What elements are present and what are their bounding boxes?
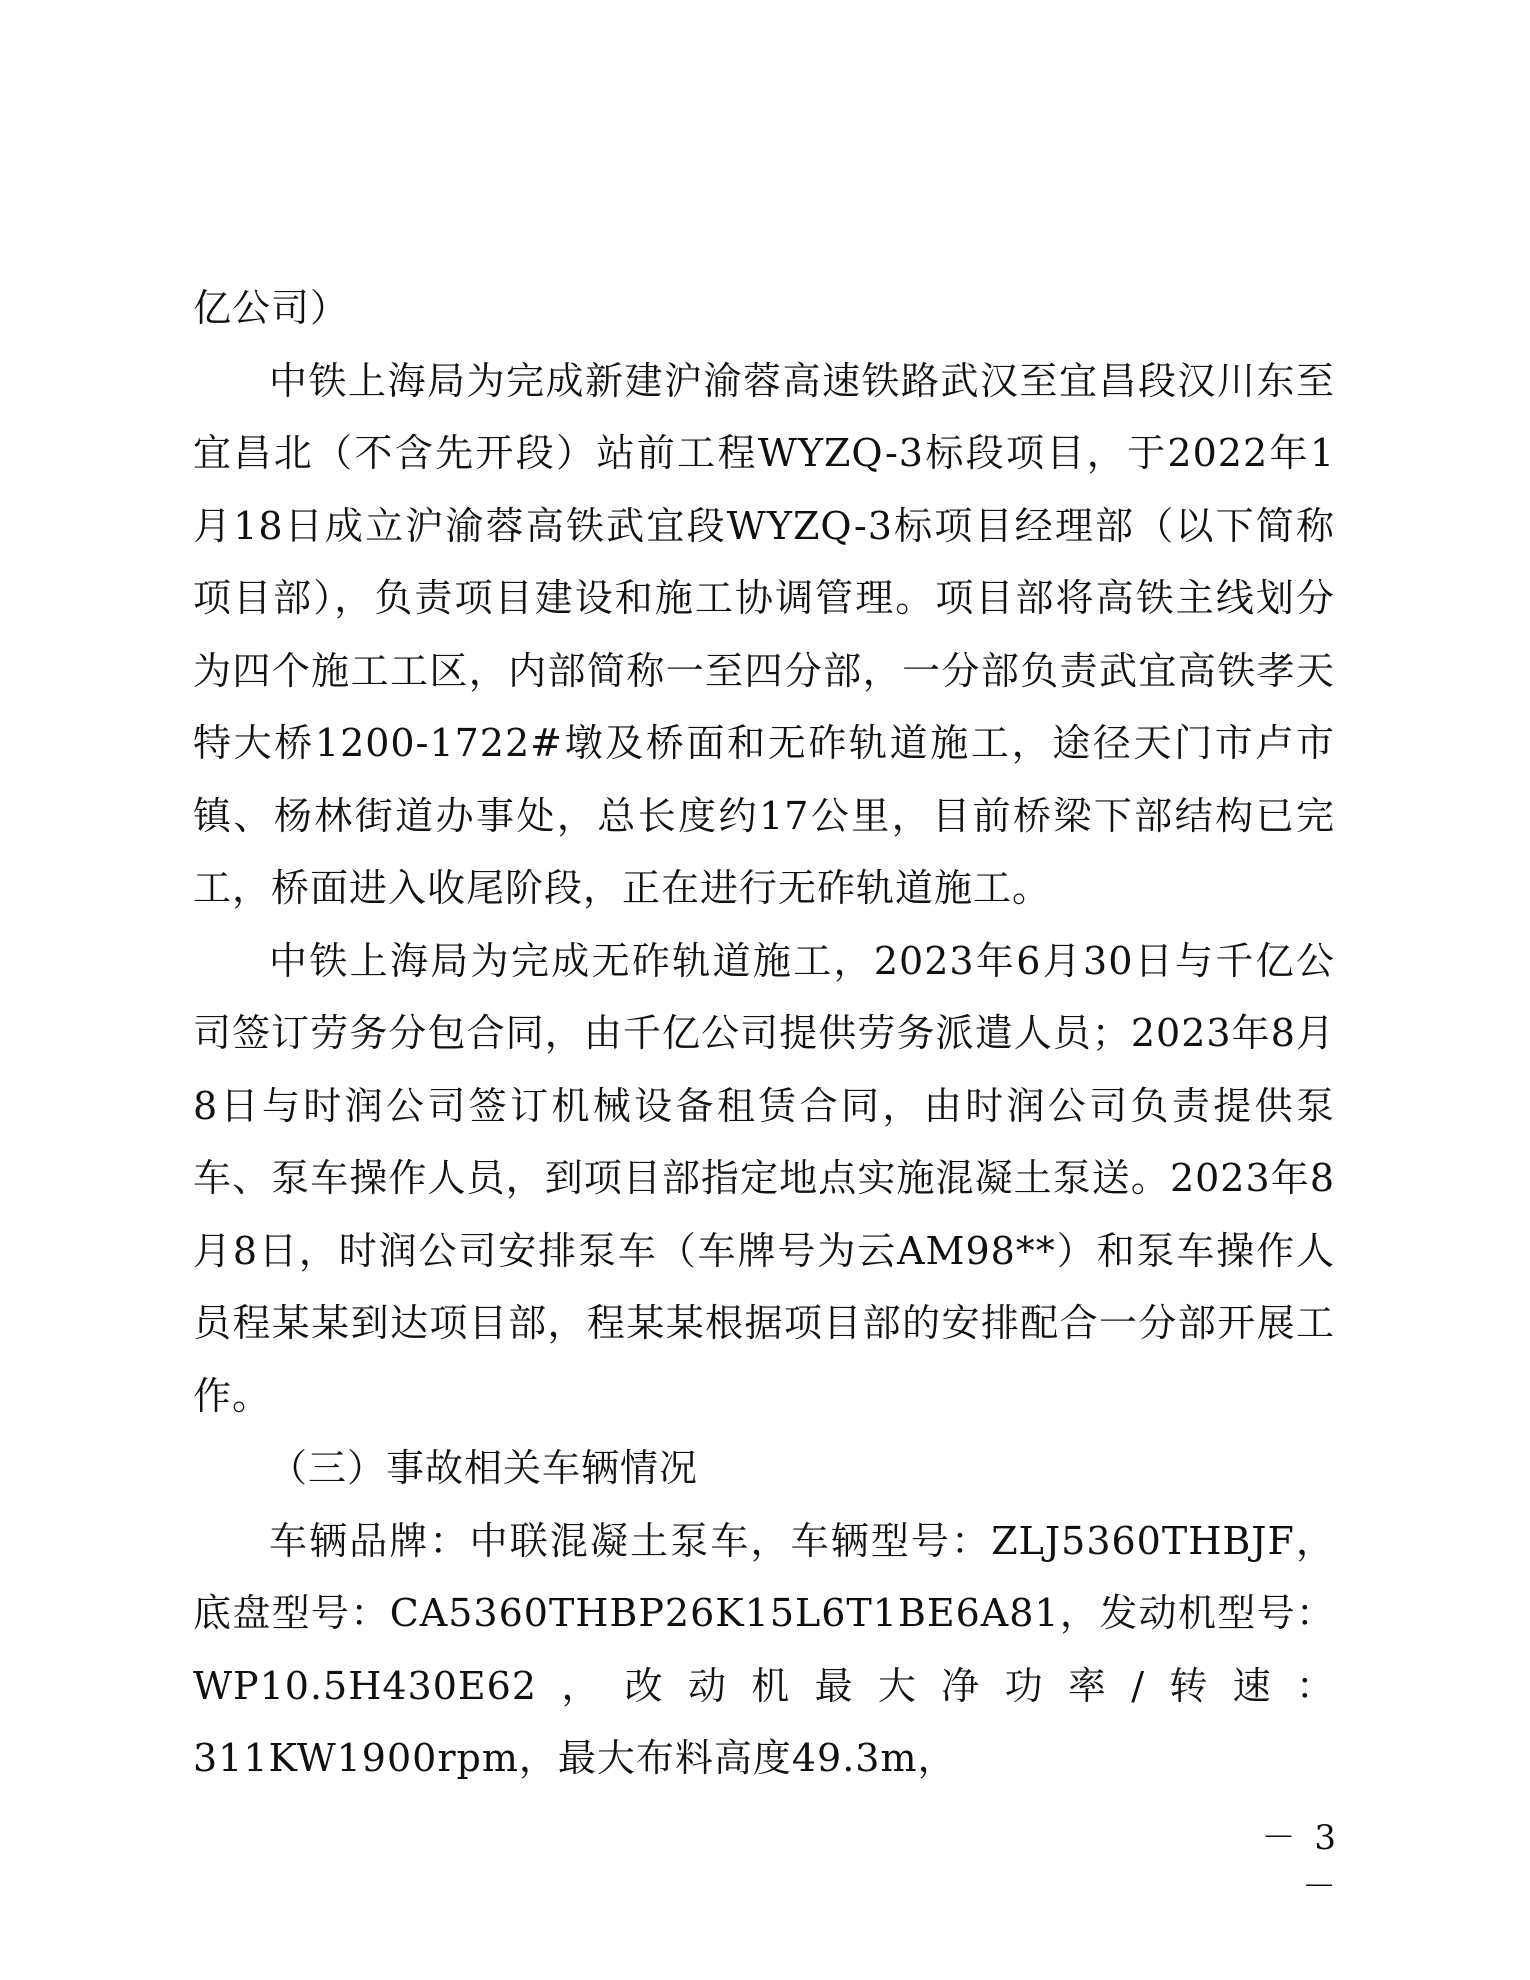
paragraph-contracts: 中铁上海局为完成无砟轨道施工，2023年6月30日与千亿公司签订劳务分包合同，由千亿公司提供劳务派遣人员；2023年8月8日与时润公司签订机械设备租赁合同，由时润公司负责提供泵车、泵车操作人员，到项目部指定地点实施混凝土泵送。2023年8月8日，时润公司安排泵车（车牌号为云AM98**）和泵车操作人员程某某到达项目部，程某某根据项目部的安排配合一分部开展工作。 bbox=[193, 938, 1335, 1418]
paragraph-continuation: 亿公司） bbox=[193, 286, 350, 330]
paragraph-vehicle-info: 车辆品牌：中联混凝土泵车，车辆型号：ZLJ5360THBJF，底盘型号：CA5360THBP26K15L6T1BE6A81，发动机型号：WP10.5H430E62，改动机最大净功率/转速：311KW1900rpm，最大布料高度49.3m， bbox=[193, 1518, 1335, 1780]
paragraph-project-background: 中铁上海局为完成新建沪渝蓉高速铁路武汉至宜昌段汉川东至宜昌北（不含先开段）站前工程WYZQ-3标段项目，于2022年1月18日成立沪渝蓉高铁武宜段WYZQ-3标项目经理部（以下简称项目部），负责项目建设和施工协调管理。项目部将高铁主线划分为四个施工工区，内部简称一至四分部，一分部负责武宜高铁孝天特大桥1200-1722#墩及桥面和无砟轨道施工，途径天门市卢市镇、杨林街道办事处，总长度约17公里，目前桥梁下部结构已完工，桥面进入收尾阶段，正在进行无砟轨道施工。 bbox=[193, 358, 1335, 910]
page-number: － 3 － bbox=[1261, 1818, 1340, 1907]
body-text bbox=[193, 272, 1335, 1795]
section-heading: （三）事故相关车辆情况 bbox=[269, 1446, 699, 1490]
